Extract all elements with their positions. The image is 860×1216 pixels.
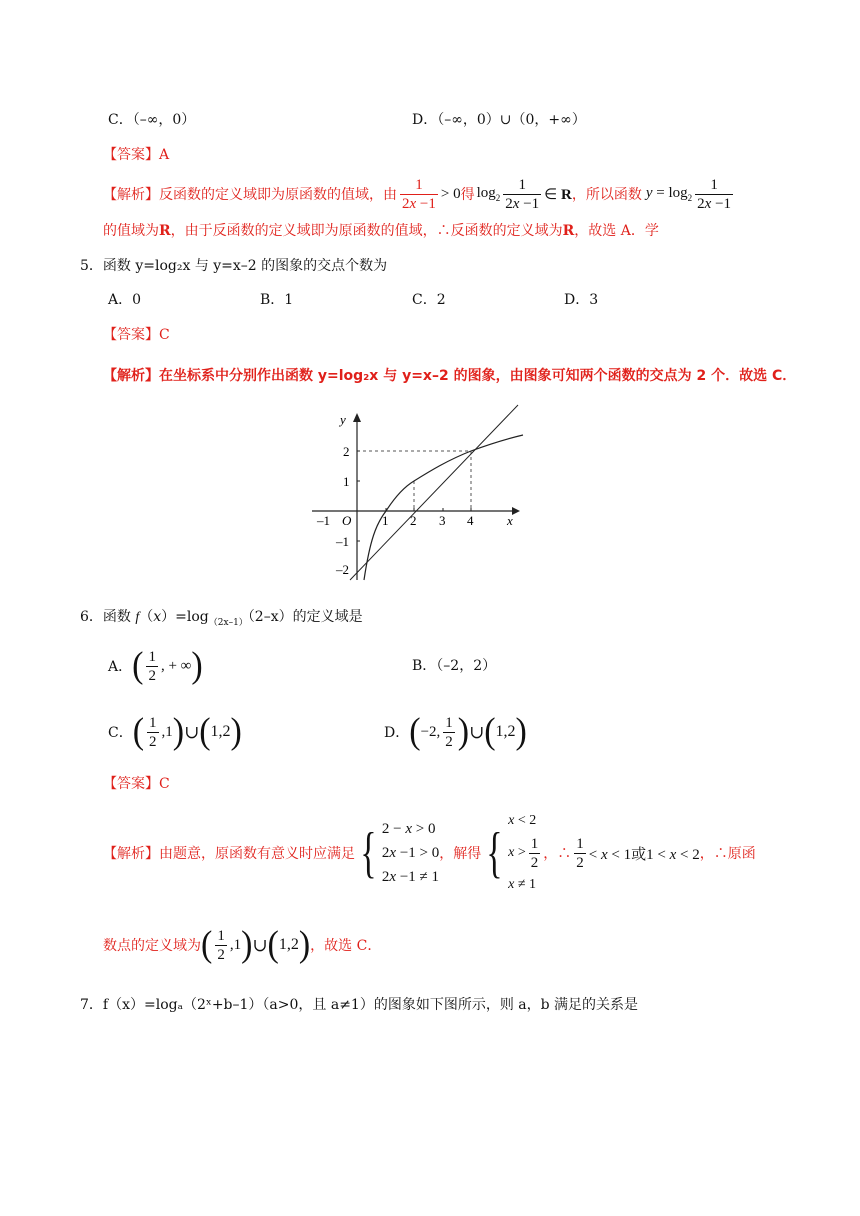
q6-option-a: A． ( $\frac{1}{2}$ , + ∞ ) [108, 645, 203, 686]
q6-stem-sub: （2x–1） [208, 617, 248, 628]
function-graph [300, 400, 535, 585]
q6-answer: 【答案】C [103, 776, 170, 792]
q5-option-d: D．3 [564, 292, 599, 308]
y-tick-label: –2 [336, 562, 349, 577]
fraction: $\frac{1}{2}$ [148, 648, 156, 684]
q6-analysis-e: 数点的定义域为 [103, 938, 201, 954]
q5-option-b: B．1 [260, 292, 294, 308]
y-axis-arrow [353, 413, 361, 422]
condition-system: 2 − x > 0 2x −1 > 0 2x −1 ≠ 1 [381, 821, 440, 885]
q6-option-b: B．（–2，2） [412, 658, 497, 674]
q6-stem-c: （2–x）的定义域是 [247, 609, 363, 625]
y-tick-label: –1 [336, 534, 349, 549]
q4-analysis-text-a: 【解析】反函数的定义域即为原函数的值域，由 [103, 187, 397, 203]
q6-option-c-label: C． [108, 725, 133, 741]
q6-analysis-d: ，∴原函 [699, 846, 756, 862]
solution-system: x < 2 x > $\frac{1}{2}$ x ≠ 1 [508, 813, 539, 892]
q4-analysis-text-f: ，故选 A．学 [574, 223, 659, 239]
q6-stem-a: 6．函数 [80, 609, 131, 625]
y-tick-label: 2 [343, 444, 350, 459]
q4-analysis-line2 [103, 221, 659, 241]
q4-analysis-text-b: 得 [460, 187, 475, 203]
q6-analysis-f: ，故选 C． [310, 938, 382, 954]
x-tick-label: 1 [382, 513, 389, 528]
x-tick-label: –1 [317, 513, 330, 528]
fraction: $\frac{1}{2}$ [445, 714, 453, 750]
q5-option-c: C．2 [412, 292, 446, 308]
origin-label: O [342, 513, 352, 528]
bold-R: R [159, 223, 171, 239]
q5-stem: 5．函数 y=log₂x 与 y=x–2 的图象的交点个数为 [80, 258, 388, 274]
fraction: $\frac{1}{2}$ [217, 927, 225, 963]
q6-stem: 6．函数 $f(x)=\log_{(2x-1)}(2-x)$的定义域是 [80, 609, 363, 628]
y-tick-label: 1 [343, 474, 350, 489]
q5-option-a: A．0 [108, 292, 142, 308]
q4-option-d: D．（–∞，0）∪（0，+∞） [412, 112, 586, 128]
fraction: $\frac{1}{2x -1}$ [697, 176, 732, 212]
q6-option-a-label: A． [108, 659, 133, 675]
x-axis-label: x [507, 513, 513, 528]
q4-option-c: C．（–∞，0） [108, 112, 196, 128]
fraction: $\frac{1}{2}$ [576, 835, 584, 871]
fraction: $\frac{1}{2x -1}$ [402, 176, 436, 212]
q6-analysis-b: ，解得 [439, 846, 482, 862]
q6-option-c: C． ( $\frac{1}{2}$ ,1 ) ∪ ( 1,2 ) [108, 711, 242, 752]
q6-option-d: D． ( −2, $\frac{1}{2}$ ) ∪ ( 1,2 ) [384, 711, 527, 752]
q6-analysis-line1: 【解析】由题意，原函数有意义时应满足 { 2 − x > 0 2x −1 > 0 2x −1 ≠ 1 ，解得 { x < 2 x > $\frac{1}{2}$ x ≠ 1 ，∴ $\frac{1}{2}$ < x < 1或1 < x < 2 ，∴原函 [103, 808, 756, 898]
q4-analysis-line1: 【解析】反函数的定义域即为原函数的值域，由 $\frac{1}{2x -1}$ > 0 得 $\log_2$ $\frac{1}{2x -1}$ ∈ R ，所以函数 $y = \log_2$ $\frac{1}{2x -1}$ [103, 176, 732, 212]
log2-curve [364, 435, 523, 580]
line-y-eq-x-minus-2 [350, 405, 518, 580]
y-axis-label: y [340, 412, 346, 427]
fraction: $\frac{1}{2}$ [149, 714, 157, 750]
q4-analysis-text-c: ，所以函数 [571, 187, 642, 203]
fraction: $\frac{1}{2x -1}$ [505, 176, 540, 212]
x-axis-arrow [512, 507, 520, 515]
q6-analysis-line2: 数点的定义域为 ( $\frac{1}{2}$ ,1 ) ∪ ( 1,2 ) ，故选 C． [103, 924, 382, 965]
q5-answer: 【答案】C [103, 327, 170, 343]
bold-R: R [562, 223, 575, 239]
q4-analysis-text-d: 的值域为 [103, 223, 159, 239]
x-tick-label: 2 [410, 513, 417, 528]
q6-option-d-label: D． [384, 725, 410, 741]
q5-analysis: 【解析】在坐标系中分别作出函数 y=log₂x 与 y=x–2 的图象，由图象可知两个函数的交点为 2 个．故选 C． [103, 368, 797, 384]
x-tick-label: 4 [467, 513, 474, 528]
q4-answer: 【答案】A [103, 147, 170, 163]
q7-stem: 7．f（x）=logₐ（2ˣ+b–1）（a>0，且 a≠1）的图象如下图所示，则 a，b 满足的关系是 [80, 997, 639, 1013]
q6-analysis-a: 【解析】由题意，原函数有意义时应满足 [103, 846, 355, 862]
q6-analysis-c: ，∴ [543, 846, 572, 862]
x-tick-label: 3 [439, 513, 446, 528]
q4-analysis-text-e: ，由于反函数的定义域即为原函数的值域，∴反函数的定义域为 [170, 223, 563, 239]
